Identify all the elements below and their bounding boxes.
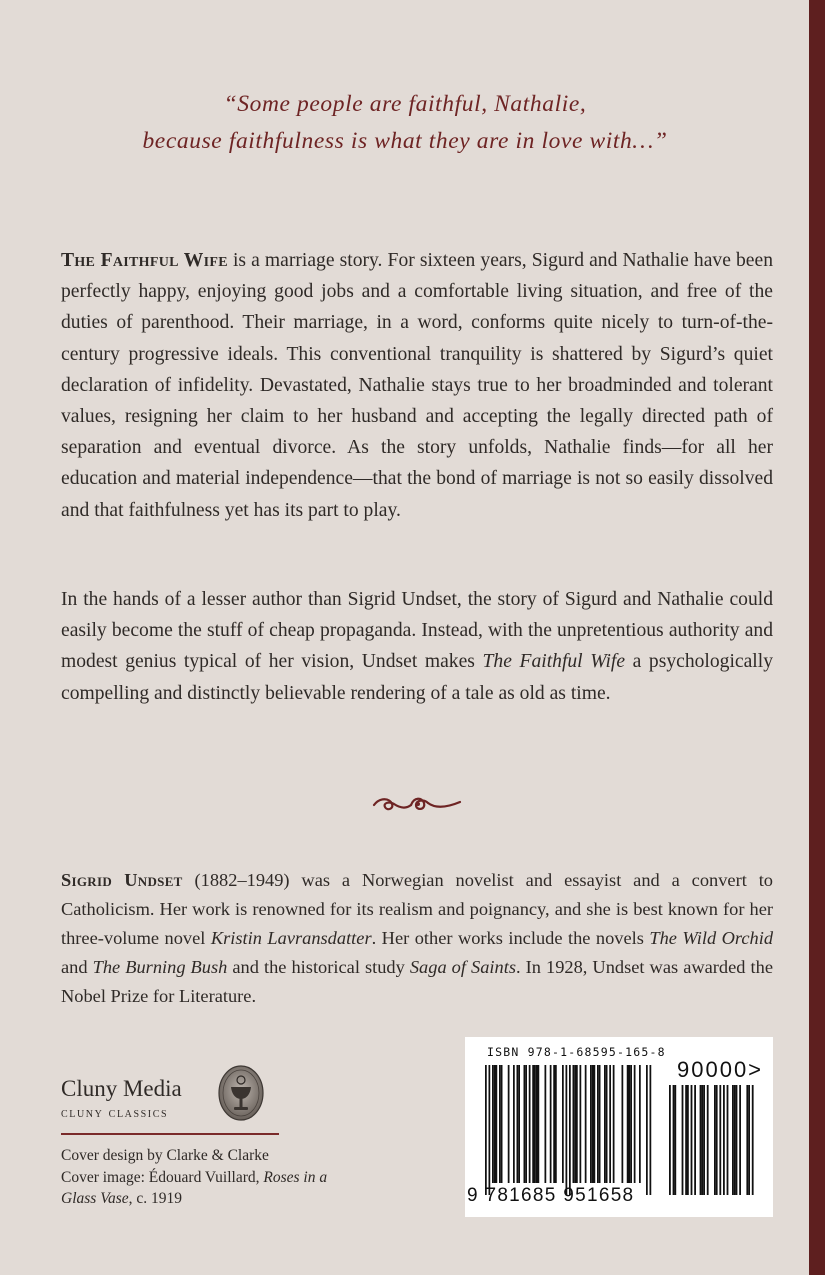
barcode-bar xyxy=(630,1065,632,1183)
addon-bar xyxy=(719,1085,721,1195)
publisher-name: Cluny Media xyxy=(61,1076,182,1101)
barcode-bar xyxy=(492,1065,494,1183)
isbn-label: ISBN 978-1-68595-165-8 xyxy=(487,1045,666,1059)
description-paragraph-2 xyxy=(61,584,773,709)
bio-text: . Her other works include the novels xyxy=(371,928,650,948)
barcode-bar xyxy=(532,1065,534,1183)
barcode-bar xyxy=(585,1065,587,1183)
barcode-bar xyxy=(562,1065,564,1183)
barcode-bar xyxy=(499,1065,501,1183)
addon-bar xyxy=(691,1085,693,1195)
author-name-caps: Sigrid Undset xyxy=(61,870,183,890)
addon-bar xyxy=(694,1085,696,1195)
quote-line-1: “Some people are faithful, Nathalie, xyxy=(223,91,587,117)
barcode-bar xyxy=(604,1065,606,1183)
addon-bar xyxy=(685,1085,687,1195)
addon-bar xyxy=(682,1085,684,1195)
divider-rule xyxy=(61,1133,279,1135)
cover-credits xyxy=(61,1145,351,1210)
addon-bar xyxy=(732,1085,734,1195)
price-code: 90000> xyxy=(677,1057,764,1082)
addon-bar xyxy=(701,1085,703,1195)
bio-text: (1882–1949) was a Norwegian novelist and essayist and a convert to Catholicism. Her work is renowned for its realism and poignancy, and she is best known for her three-volume novel xyxy=(61,870,773,948)
quote-line-2: because faithfulness is what they are in love with…” xyxy=(142,128,668,154)
addon-bar xyxy=(748,1085,750,1195)
bio-text: . In 1928, Undset was awarded the Nobel Prize for Literature. xyxy=(61,957,773,1006)
bio-text: and xyxy=(61,957,93,977)
barcode-bar xyxy=(634,1065,636,1183)
description-p2-start: In the hands of a lesser author than Sigrid Undset, the story of Sigurd and Nathalie could easily become the stuff of cheap propaganda. Instead, with the unpretentious authority and modest genius typical of her vision, Undset makes xyxy=(61,589,773,673)
book-title: The Wild Orchid xyxy=(649,928,774,948)
credit-image-text: Cover image: Édouard Vuillard, xyxy=(61,1168,264,1186)
addon-bar xyxy=(673,1085,675,1195)
book-title-italic: The Faithful Wife xyxy=(482,651,626,673)
barcode-bar xyxy=(580,1065,582,1183)
barcode-bar xyxy=(513,1065,515,1183)
barcode-bar xyxy=(553,1065,555,1183)
barcode-bar xyxy=(525,1065,527,1183)
addon-bar xyxy=(734,1085,736,1195)
barcode-bar xyxy=(576,1065,578,1183)
barcode-bar xyxy=(518,1065,520,1183)
book-title: The Burning Bush xyxy=(92,957,228,977)
barcode-bar xyxy=(501,1065,503,1183)
book-title: Saga of Saints xyxy=(409,957,516,977)
barcode-bar xyxy=(485,1065,487,1195)
barcode-bar xyxy=(639,1065,641,1183)
barcode-bar xyxy=(599,1065,601,1183)
barcode-bar xyxy=(508,1065,510,1183)
addon-bar xyxy=(703,1085,705,1195)
book-title-caps: The Faithful Wife xyxy=(61,250,228,271)
epigraph-quote xyxy=(60,86,750,160)
credit-image-date: , c. 1919 xyxy=(128,1190,182,1207)
addon-bar xyxy=(723,1085,725,1195)
description-p2-end: a psychologically compelling and distinctly believable rendering of a tale as old as time. xyxy=(61,651,773,704)
barcode-bar xyxy=(627,1065,629,1183)
addon-bar xyxy=(669,1085,671,1195)
bio-text: and the historical study xyxy=(227,957,410,977)
book-title: Kristin Lavransdatter xyxy=(210,928,372,948)
barcode-bar xyxy=(529,1065,531,1183)
book-spine-edge xyxy=(809,0,825,1275)
series-name: cluny classics xyxy=(61,1105,169,1121)
description-p1-text: is a marriage story. For sixteen years, Sigurd and Nathalie have been perfectly happy, enjoying good jobs and a comfortable living situation, and free of the duties of parenthood. Their marriage, in a word, conforms quite nicely to turn-of-the-century progressive ideals. This conventional tranquility is shattered by Sigurd’s quiet declaration of infidelity. Devastated, Nathalie stays true to her broadminded and tolerant values, resigning her claim to her husband and accepting the legally directed path of separation and eventual divorce. As the story unfolds, Nathalie finds—for all her education and material independence—that the bond of marriage is not so easily dissolved and that faithfulness yet has its part to play. xyxy=(61,250,773,521)
barcode-bar xyxy=(592,1065,594,1183)
barcode-bar xyxy=(613,1065,615,1183)
barcode-bar xyxy=(494,1065,496,1183)
barcode-bar xyxy=(545,1065,547,1183)
author-bio xyxy=(61,866,773,1011)
barcode-bar xyxy=(597,1065,599,1183)
barcode-bar xyxy=(622,1065,624,1183)
addon-bar xyxy=(727,1085,729,1195)
barcode-bar xyxy=(594,1065,596,1183)
credit-design: Cover design by Clarke & Clarke xyxy=(61,1147,269,1164)
barcode-bar xyxy=(538,1065,540,1183)
chalice-seal-icon xyxy=(217,1065,265,1121)
barcode-bar xyxy=(524,1065,526,1183)
addon-bar xyxy=(752,1085,754,1195)
credit-image xyxy=(61,1167,351,1210)
barcode-bar xyxy=(550,1065,552,1183)
addon-bar xyxy=(746,1085,748,1195)
description-paragraph-1 xyxy=(61,245,773,526)
addon-bar xyxy=(714,1085,716,1195)
addon-bar xyxy=(707,1085,709,1195)
ean13-bars xyxy=(485,1065,651,1195)
addon-bar xyxy=(674,1085,676,1195)
barcode-bar xyxy=(590,1065,592,1183)
addon-bar xyxy=(736,1085,738,1195)
flourish-ornament-icon xyxy=(370,788,464,818)
isbn-barcode xyxy=(465,1037,773,1217)
barcode-bar xyxy=(574,1065,576,1183)
addon-bar xyxy=(687,1085,689,1195)
barcode-bar xyxy=(606,1065,608,1183)
barcode-bar xyxy=(536,1065,538,1183)
addon-bars xyxy=(669,1085,754,1195)
ean-digits: 9 781685 951658 xyxy=(467,1185,635,1206)
barcode-bar xyxy=(489,1065,491,1195)
addon-bar xyxy=(700,1085,702,1195)
barcode-bar xyxy=(650,1065,652,1195)
barcode-bar xyxy=(609,1065,611,1183)
artwork-title: Roses in a Glass Vase xyxy=(61,1168,328,1207)
barcode-bar xyxy=(566,1065,568,1195)
barcode-bar xyxy=(534,1065,536,1183)
addon-bar xyxy=(716,1085,718,1195)
addon-bar xyxy=(739,1085,741,1195)
barcode-bar xyxy=(517,1065,519,1183)
barcode-bar xyxy=(569,1065,571,1195)
barcode-bar xyxy=(496,1065,498,1183)
barcode-bar xyxy=(555,1065,557,1183)
barcode-bar xyxy=(646,1065,648,1195)
barcode-bar xyxy=(573,1065,575,1183)
barcode-bar xyxy=(629,1065,631,1183)
